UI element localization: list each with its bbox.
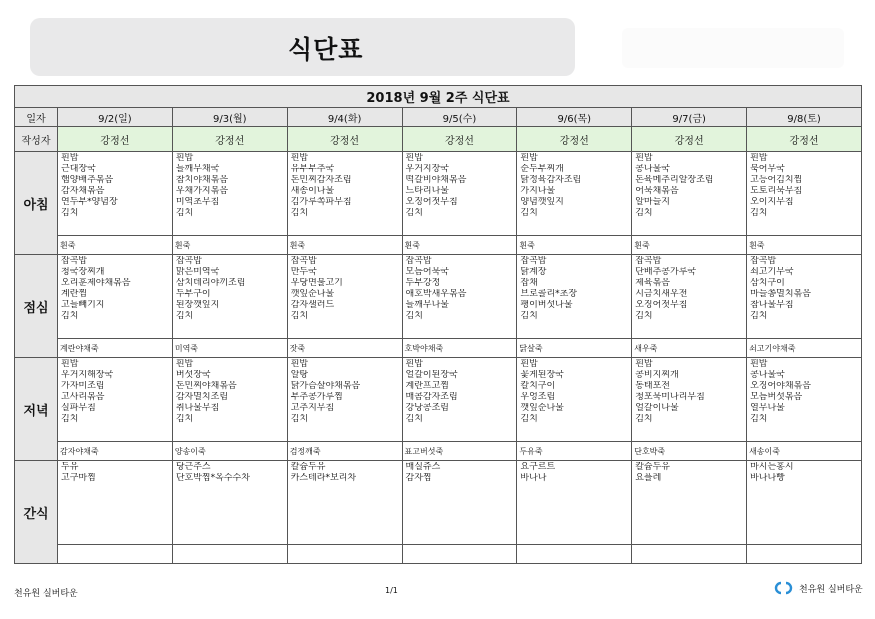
dish-item: 들깨무나물 <box>405 300 450 310</box>
dish-item: 칼슘두유 <box>290 462 326 472</box>
page-title: 식단표 <box>288 35 364 64</box>
meal-label: 간식 <box>15 461 58 564</box>
dish-item: 가자미조림 <box>61 381 105 391</box>
menu-cell <box>402 255 517 339</box>
dish-item: 칼슘두유 <box>635 462 670 472</box>
dish-item: 얼갈이나물 <box>635 403 679 413</box>
dish-item: 참치야채볶음 <box>175 175 229 185</box>
porridge-cell <box>172 545 287 564</box>
dish-item: 김가루쪽파무침 <box>290 197 352 207</box>
dish-item: 요구르트 <box>520 462 556 472</box>
porridge-cell: 새송이죽 <box>747 442 862 461</box>
dish-item: 콩나물국 <box>635 164 670 174</box>
dish-item: 마늘쫑멸치볶음 <box>750 289 811 299</box>
dish-item: 근대장국 <box>61 164 96 174</box>
dish-item: 김치 <box>61 208 79 218</box>
menu-cell <box>747 461 862 545</box>
menu-cell <box>402 152 517 236</box>
dish-item: 팽이버섯나물 <box>520 300 573 310</box>
porridge-cell: 흰죽 <box>747 236 862 255</box>
meal-row <box>15 152 862 236</box>
dish-item: 우거지해장국 <box>61 370 114 380</box>
menu-cell <box>58 461 173 545</box>
dish-item: 참나물무침 <box>750 300 794 310</box>
org-logo <box>774 581 863 595</box>
dish-item: 잡곡밥 <box>290 256 317 266</box>
dish-item: 알탕 <box>290 370 309 380</box>
meal-label: 점심 <box>15 255 58 358</box>
dish-item: 김치 <box>175 414 194 424</box>
dish-item: 동태포전 <box>635 381 670 391</box>
dish-item: 부추콩가루찜 <box>290 392 343 402</box>
dish-item: 김치 <box>520 311 538 321</box>
dish-item: 바나나빵 <box>750 473 785 483</box>
meal-row <box>15 255 862 339</box>
meal-row <box>15 461 862 545</box>
porridge-cell: 양송이죽 <box>172 442 287 461</box>
dish-item: 오징어젓무침 <box>635 300 688 310</box>
porridge-cell: 흰죽 <box>287 236 402 255</box>
dish-item: 흰밥 <box>750 153 768 163</box>
writer-label: 작성자 <box>15 127 58 152</box>
dish-item: 알마늘지 <box>635 197 670 207</box>
dish-item: 카스테라*보리차 <box>290 473 357 483</box>
dish-item: 순두부찌개 <box>520 164 564 174</box>
dish-item: 흰밥 <box>175 359 194 369</box>
menu-cell <box>517 461 632 545</box>
dish-item: 잡채 <box>520 278 538 288</box>
dish-item: 제육볶음 <box>635 278 670 288</box>
dish-item: 흰밥 <box>290 153 309 163</box>
dish-item: 잡곡밥 <box>61 256 88 266</box>
dish-item: 흰밥 <box>405 359 423 369</box>
dish-item: 요플레 <box>635 473 662 483</box>
dish-item: 새송이나물 <box>290 186 335 196</box>
dish-item: 시금치새우전 <box>635 289 688 299</box>
page-number: 1/1 <box>385 586 398 595</box>
dish-item: 버섯장국 <box>175 370 211 380</box>
porridge-cell: 검정깨죽 <box>287 442 402 461</box>
menu-cell <box>517 358 632 442</box>
porridge-cell: 미역죽 <box>172 339 287 358</box>
porridge-cell: 감자야채죽 <box>58 442 173 461</box>
menu-cell <box>172 358 287 442</box>
dish-item: 흰밥 <box>635 359 653 369</box>
porridge-cell: 닭살죽 <box>517 339 632 358</box>
dish-item: 가지나물 <box>520 186 556 196</box>
dish-item: 잡곡밥 <box>635 256 662 266</box>
porridge-cell <box>632 545 747 564</box>
day-header: 9/2(일) <box>58 108 173 127</box>
menu-cell <box>747 255 862 339</box>
dish-item: 햄양배추볶음 <box>61 175 114 185</box>
dish-item: 고추지무침 <box>290 403 335 413</box>
dish-item: 열무나물 <box>750 403 785 413</box>
snack-row <box>15 236 862 255</box>
porridge-cell: 쇠고기야채죽 <box>747 339 862 358</box>
dish-item: 우채가지볶음 <box>175 186 229 196</box>
dish-item: 김치 <box>750 414 768 424</box>
dish-item: 미역초무침 <box>175 197 220 207</box>
dish-item: 흰밥 <box>61 153 79 163</box>
dish-item: 매콤감자조림 <box>405 392 458 402</box>
writer-name: 강정선 <box>747 127 862 152</box>
faded-area <box>622 28 844 68</box>
dish-item: 모듬버섯볶음 <box>750 392 803 402</box>
dish-item: 어묵채볶음 <box>635 186 679 196</box>
porridge-cell: 흰죽 <box>58 236 173 255</box>
menu-cell <box>287 461 402 545</box>
dish-item: 연두부*양념장 <box>61 197 118 207</box>
dish-item: 김치 <box>175 208 194 218</box>
dish-item: 김치 <box>61 311 79 321</box>
dish-item: 김치 <box>405 208 423 218</box>
dish-item: 단호박찜*옥수수차 <box>175 473 250 483</box>
dish-item: 김치 <box>290 414 309 424</box>
dish-item: 잡곡밥 <box>750 256 777 266</box>
snack-row <box>15 442 862 461</box>
porridge-cell: 단호박죽 <box>632 442 747 461</box>
dish-item: 도토리묵무침 <box>750 186 803 196</box>
day-header: 9/5(수) <box>402 108 517 127</box>
porridge-cell: 계란야채죽 <box>58 339 173 358</box>
dish-item: 김치 <box>635 414 653 424</box>
dish-item: 김치 <box>750 311 768 321</box>
meal-row <box>15 358 862 442</box>
dish-item: 김치 <box>520 414 538 424</box>
menu-cell <box>632 255 747 339</box>
writer-name: 강정선 <box>517 127 632 152</box>
porridge-cell: 새우죽 <box>632 339 747 358</box>
porridge-cell: 호박야채죽 <box>402 339 517 358</box>
dish-item: 두부강정 <box>405 278 441 288</box>
dish-item: 흰밥 <box>520 359 538 369</box>
dish-item: 잡곡밥 <box>175 256 202 266</box>
porridge-cell <box>287 545 402 564</box>
dish-item: 계란찜 <box>61 289 88 299</box>
dish-item: 오징어야채볶음 <box>750 381 811 391</box>
day-header: 9/6(목) <box>517 108 632 127</box>
menu-cell <box>58 255 173 339</box>
dish-item: 맑은미역국 <box>175 267 220 277</box>
dish-item: 감자찜 <box>405 473 432 483</box>
porridge-cell: 흰죽 <box>402 236 517 255</box>
dish-item: 브로콜리*초장 <box>520 289 578 299</box>
dish-item: 감자멸치조림 <box>175 392 229 402</box>
dish-item: 칼치구이 <box>520 381 556 391</box>
dish-item: 꽃게된장국 <box>520 370 564 380</box>
dish-item: 느타리나물 <box>405 186 450 196</box>
day-label: 일자 <box>15 108 58 127</box>
dish-item: 김치 <box>635 208 653 218</box>
menu-cell <box>287 152 402 236</box>
dish-item: 잡곡밥 <box>405 256 432 266</box>
dish-item: 유부부추국 <box>290 164 335 174</box>
dish-item: 깻잎순나물 <box>290 289 335 299</box>
dish-item: 돈민찌야채볶음 <box>175 381 237 391</box>
menu-cell <box>632 358 747 442</box>
menu-cell <box>287 255 402 339</box>
dish-item: 김치 <box>175 311 194 321</box>
dish-item: 두유 <box>61 462 79 472</box>
dish-item: 만두국 <box>290 267 317 277</box>
dish-item: 계란프고찜 <box>405 381 450 391</box>
dish-item: 흰밥 <box>175 153 194 163</box>
dish-item: 오이지무침 <box>750 197 794 207</box>
table-heading: 2018년 9월 2주 식단표 <box>15 86 862 108</box>
menu-cell <box>287 358 402 442</box>
menu-cell <box>402 461 517 545</box>
menu-cell <box>58 358 173 442</box>
dish-item: 오리훈제야채볶음 <box>61 278 131 288</box>
dish-item: 들깨무채국 <box>175 164 220 174</box>
meal-label: 아침 <box>15 152 58 255</box>
writer-name: 강정선 <box>58 127 173 152</box>
menu-cell <box>172 255 287 339</box>
day-header: 9/7(금) <box>632 108 747 127</box>
dish-item: 두부구이 <box>175 289 211 299</box>
dish-item: 콩비지찌개 <box>635 370 679 380</box>
menu-cell <box>58 152 173 236</box>
dish-item: 고들빼기지 <box>61 300 105 310</box>
menu-cell <box>517 255 632 339</box>
dish-item: 닭계장 <box>520 267 547 277</box>
dish-item: 돈민찌감자조림 <box>290 175 352 185</box>
dish-item: 실파무침 <box>61 403 96 413</box>
dish-item: 고등어김치찜 <box>750 175 803 185</box>
porridge-cell <box>58 545 173 564</box>
menu-cell <box>517 152 632 236</box>
dish-item: 닭가슴살야채볶음 <box>290 381 361 391</box>
porridge-cell <box>747 545 862 564</box>
writer-name: 강정선 <box>402 127 517 152</box>
dish-item: 모듬어묵국 <box>405 267 450 277</box>
dish-item: 북어무국 <box>750 164 785 174</box>
porridge-cell <box>402 545 517 564</box>
dish-item: 감자샐러드 <box>290 300 335 310</box>
dish-item: 단배추콩가루국 <box>635 267 697 277</box>
dish-item: 김치 <box>635 311 653 321</box>
writer-name: 강정선 <box>287 127 402 152</box>
day-header: 9/8(토) <box>747 108 862 127</box>
meal-plan-table <box>14 85 862 564</box>
logo-icon <box>774 581 796 595</box>
menu-cell <box>747 152 862 236</box>
menu-cell <box>172 152 287 236</box>
dish-item: 얼갈이된장국 <box>405 370 458 380</box>
dish-item: 고구마찜 <box>61 473 96 483</box>
menu-cell <box>402 358 517 442</box>
dish-item: 흰밥 <box>405 153 423 163</box>
snack-row <box>15 339 862 358</box>
dish-item: 우엉조림 <box>520 392 556 402</box>
dish-item: 청국장찌개 <box>61 267 105 277</box>
porridge-cell <box>517 545 632 564</box>
dish-item: 된장깻잎지 <box>175 300 220 310</box>
dish-item: 애호박새우볶음 <box>405 289 467 299</box>
dish-item: 오징어젓무침 <box>405 197 458 207</box>
dish-item: 삼치데리야끼조림 <box>175 278 246 288</box>
dish-item: 흰밥 <box>520 153 538 163</box>
day-header: 9/4(화) <box>287 108 402 127</box>
dish-item: 삼치구이 <box>750 278 785 288</box>
dish-item: 돈육메추리알장조림 <box>635 175 714 185</box>
writer-name: 강정선 <box>172 127 287 152</box>
dish-item: 강낭콩조림 <box>405 403 450 413</box>
porridge-cell: 흰죽 <box>172 236 287 255</box>
dish-item: 김치 <box>520 208 538 218</box>
menu-cell <box>632 152 747 236</box>
dish-item: 바나나 <box>520 473 547 483</box>
dish-item: 김치 <box>405 414 423 424</box>
dish-item: 떡갈비야채볶음 <box>405 175 467 185</box>
logo-text: 천유원 실버타운 <box>799 584 863 595</box>
dish-item: 닭정육감자조림 <box>520 175 582 185</box>
dish-item: 김치 <box>290 208 309 218</box>
dish-item: 김치 <box>750 208 768 218</box>
dish-item: 당근주스 <box>175 462 211 472</box>
dish-item: 감자채볶음 <box>61 186 105 196</box>
dish-item: 김치 <box>405 311 423 321</box>
dish-item: 우거지장국 <box>405 164 450 174</box>
dish-item: 매실쥬스 <box>405 462 441 472</box>
dish-item: 청포묵미나리무침 <box>635 392 705 402</box>
day-header: 9/3(월) <box>172 108 287 127</box>
porridge-cell: 표고버섯죽 <box>402 442 517 461</box>
dish-item: 흰밥 <box>750 359 768 369</box>
menu-cell <box>632 461 747 545</box>
dish-item: 흰밥 <box>61 359 79 369</box>
dish-item: 김치 <box>290 311 309 321</box>
dish-item: 마시는홍시 <box>750 462 794 472</box>
footer-org: 천유원 실버타운 <box>14 589 78 599</box>
dish-item: 취나물무침 <box>175 403 220 413</box>
porridge-cell: 두유죽 <box>517 442 632 461</box>
porridge-cell: 흰죽 <box>517 236 632 255</box>
menu-cell <box>172 461 287 545</box>
dish-item: 깻잎순나물 <box>520 403 564 413</box>
dish-item: 양념깻잎지 <box>520 197 564 207</box>
title-banner <box>30 18 575 76</box>
menu-cell <box>747 358 862 442</box>
dish-item: 콩나물국 <box>750 370 785 380</box>
dish-item: 잡곡밥 <box>520 256 547 266</box>
dish-item: 우당면불고기 <box>290 278 343 288</box>
meal-label: 저녁 <box>15 358 58 461</box>
dish-item: 흰밥 <box>635 153 653 163</box>
dish-item: 고사리볶음 <box>61 392 105 402</box>
snack-row <box>15 545 862 564</box>
porridge-cell: 흰죽 <box>632 236 747 255</box>
dish-item: 김치 <box>61 414 79 424</box>
dish-item: 흰밥 <box>290 359 309 369</box>
writer-name: 강정선 <box>632 127 747 152</box>
porridge-cell: 잣죽 <box>287 339 402 358</box>
dish-item: 쇠고기무국 <box>750 267 794 277</box>
